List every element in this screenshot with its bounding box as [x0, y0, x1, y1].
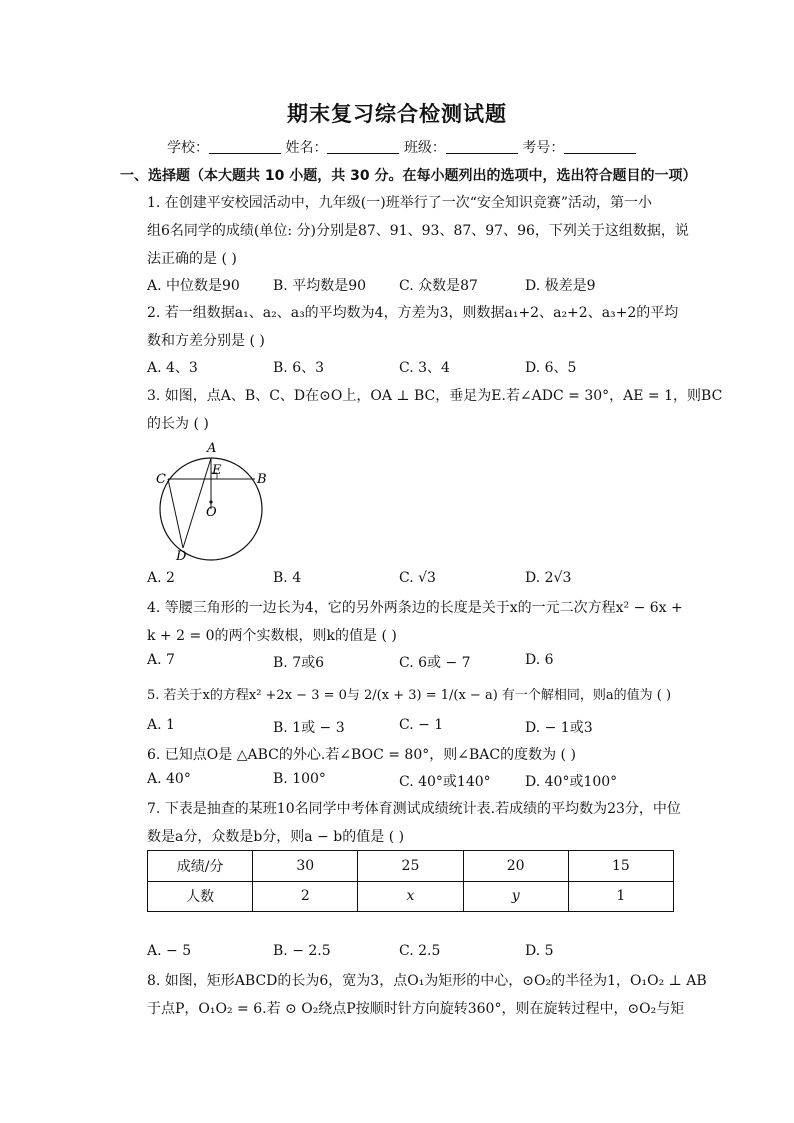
q1-option-b: B. 平均数是90 [273, 278, 367, 294]
q3-line1: 3. 如图，点A、B、C、D在⊙O上，OA ⊥ BC，垂足为E.若∠ADC = 30°，AE = 1，则BC [147, 388, 723, 404]
q7-option-c: C. 2.5 [399, 943, 441, 959]
table-cell: 30 [253, 851, 358, 882]
q4-option-a: A. 7 [147, 652, 175, 668]
q7-option-a: A. − 5 [147, 943, 192, 959]
label-b: B [257, 472, 267, 487]
table-cell: y [463, 881, 568, 912]
exam-no-label: 考号： [522, 140, 565, 156]
section-heading: 一、选择题（本大题共 10 小题，共 30 分。在每小题列出的选项中，选出符合题目的一项） [120, 168, 697, 184]
school-blank [209, 139, 281, 154]
q7-option-d: D. 5 [525, 943, 554, 959]
q8-line1: 8. 如图，矩形ABCD的长为6，宽为3，点O₁为矩形的中心，⊙O₂的半径为1，O₁O₂ ⊥ AB [147, 973, 707, 989]
q1-option-c: C. 众数是87 [399, 278, 478, 294]
table-cell: 人数 [148, 881, 253, 912]
q7-line2: 数是a分，众数是b分，则a − b的值是 ( ) [147, 829, 405, 845]
q3-option-a: A. 2 [147, 570, 175, 586]
q6-line1: 6. 已知点O是 △ABC的外心.若∠BOC = 80°，则∠BAC的度数为 ( ) [147, 747, 576, 763]
table-cell: 1 [568, 881, 673, 912]
label-e: E [212, 463, 222, 478]
q1-option-d: D. 极差是9 [525, 278, 596, 294]
q5-option-c: C. − 1 [399, 717, 444, 733]
q6-option-b: B. 100° [273, 771, 326, 787]
q3-option-b: B. 4 [273, 570, 302, 586]
table-cell: 成绩/分 [148, 851, 253, 882]
circle-figure [150, 438, 280, 563]
q2-option-d: D. 6、5 [525, 360, 577, 376]
q4-line2: k + 2 = 0的两个实数根，则k的值是 ( ) [147, 628, 397, 644]
label-d: D [176, 549, 187, 563]
center-dot [209, 500, 212, 503]
class-blank [446, 139, 518, 154]
segment-cd [168, 479, 183, 548]
q2-option-a: A. 4、3 [147, 360, 198, 376]
q2-line2: 数和方差分别是 ( ) [147, 333, 265, 349]
table-cell: 15 [568, 851, 673, 882]
table-header-row [148, 851, 674, 882]
table-cell: x [358, 881, 463, 912]
score-table [147, 850, 674, 912]
table-row [148, 881, 674, 912]
q6-option-d: D. 40°或100° [525, 774, 618, 790]
q3-line2: 的长为 ( ) [147, 416, 209, 432]
q1-line2: 组6名同学的成绩(单位: 分)分别是87、91、93、87、97、96，下列关于这组数据，说 [147, 223, 689, 239]
q3-option-d: D. 2√3 [525, 570, 572, 586]
label-c: C [156, 472, 166, 487]
q5-line1: 5. 若关于x的方程x² +2x − 3 = 0与 2/(x + 3) = 1/(x − a) 有一个解相同，则a的值为 ( ) [147, 688, 672, 703]
q1-option-a: A. 中位数是90 [147, 278, 240, 294]
q2-option-c: C. 3、4 [399, 360, 450, 376]
label-o: O [206, 505, 217, 520]
q7-option-b: B. − 2.5 [273, 943, 331, 959]
q6-option-a: A. 40° [147, 771, 191, 787]
q4-option-c: C. 6或 − 7 [399, 655, 471, 671]
q4-line1: 4. 等腰三角形的一边长为4，它的另外两条边的长度是关于x的一元二次方程x² − 6x + [147, 600, 683, 616]
school-label: 学校： [167, 140, 209, 156]
label-a: A [207, 441, 217, 456]
exam-no-blank [564, 139, 636, 154]
q1-line3: 法正确的是 ( ) [147, 251, 237, 267]
class-label: 班级： [403, 140, 446, 156]
q8-line2: 于点P，O₁O₂ = 6.若 ⊙ O₂绕点P按顺时针方向旋转360°，则在旋转过程中，⊙O₂与矩 [147, 1001, 685, 1017]
name-blank [327, 139, 399, 154]
info-line [167, 137, 636, 157]
q4-option-d: D. 6 [525, 652, 554, 668]
q5-option-d: D. − 1或3 [525, 720, 593, 736]
q2-option-b: B. 6、3 [273, 360, 325, 376]
q5-option-a: A. 1 [147, 717, 175, 733]
segment-da [183, 458, 211, 548]
q2-line1: 2. 若一组数据a₁、a₂、a₃的平均数为4，方差为3，则数据a₁+2、a₂+2、a₃+2的平均 [147, 305, 679, 321]
q1-line1: 1. 在创建平安校园活动中，九年级(一)班举行了一次“安全知识竞赛”活动，第一小 [147, 195, 653, 211]
name-label: 姓名： [285, 140, 328, 156]
q3-option-c: C. √3 [399, 570, 436, 586]
table-cell: 20 [463, 851, 568, 882]
q4-option-b: B. 7或6 [273, 655, 325, 671]
q6-option-c: C. 40°或140° [399, 774, 491, 790]
page-title: 期末复习综合检测试题 [287, 102, 507, 126]
q7-line1: 7. 下表是抽查的某班10名同学中考体育测试成绩统计表.若成绩的平均数为23分，中位 [147, 801, 681, 817]
table-cell: 25 [358, 851, 463, 882]
table-cell: 2 [253, 881, 358, 912]
q5-option-b: B. 1或 − 3 [273, 720, 345, 736]
